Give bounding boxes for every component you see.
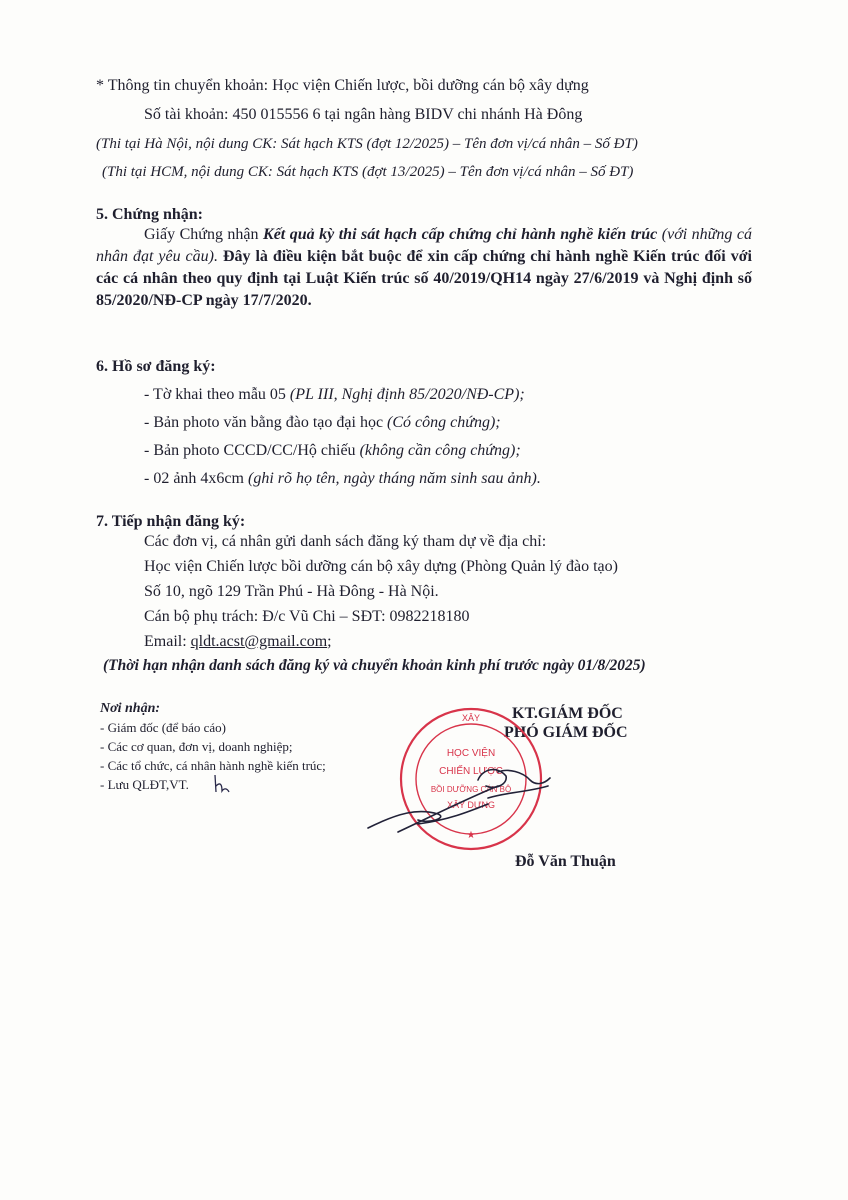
handwritten-signature xyxy=(358,728,558,848)
section5-paragraph xyxy=(96,224,752,312)
svg-text:CHIẾN LƯỢC: CHIẾN LƯỢC xyxy=(439,766,503,777)
section6-heading: 6. Hồ sơ đăng ký: xyxy=(96,358,216,375)
section7-heading: 7. Tiếp nhận đăng ký: xyxy=(96,513,246,530)
contact-email-line: Email: qldt.acst@gmail.com; xyxy=(144,633,332,650)
contact-person: Cán bộ phụ trách: Đ/c Vũ Chi – SĐT: 0982218180 xyxy=(144,608,470,625)
svg-text:XÂY DỰNG: XÂY DỰNG xyxy=(446,800,496,810)
registration-address: Số 10, ngõ 129 Trần Phú - Hà Đông - Hà Nội. xyxy=(144,583,439,600)
registration-instruction: Các đơn vị, cá nhân gửi danh sách đăng ký tham dự về địa chỉ: xyxy=(144,533,547,550)
section5-heading: 5. Chứng nhận: xyxy=(96,206,203,223)
document-item: - Bản photo văn bằng đào tạo đại học (Có công chứng); xyxy=(144,414,501,431)
document-item: - 02 ảnh 4x6cm (ghi rõ họ tên, ngày tháng năm sinh sau ảnh). xyxy=(144,470,541,487)
transfer-note-hanoi: (Thi tại Hà Nội, nội dung CK: Sát hạch KTS (đợt 12/2025) – Tên đơn vị/cá nhân – Số ĐT) xyxy=(96,136,638,152)
svg-text:XÂY: XÂY xyxy=(461,713,481,723)
signatory-title: KT.GIÁM ĐỐC xyxy=(512,705,623,722)
recipient-item: - Giám đốc (để báo cáo) xyxy=(100,720,226,735)
registration-deadline: (Thời hạn nhận danh sách đăng ký và chuyển khoản kinh phí trước ngày 01/8/2025) xyxy=(103,657,646,674)
certificate-requirement: Đây là điều kiện bắt buộc để xin cấp chứng chỉ hành nghề Kiến trúc đối với các cá nhân theo quy định tại Luật Kiến trúc số 40/2019/QH14 ngày 27/6/2019 và Nghị định số 85/2020/NĐ-CP ngày 17/7/2020. xyxy=(96,248,753,309)
recipient-item: - Lưu QLĐT,VT. xyxy=(100,777,189,792)
document-item: - Bản photo CCCD/CC/Hộ chiếu (không cần công chứng); xyxy=(144,442,521,459)
recipient-item: - Các tổ chức, cá nhân hành nghề kiến trúc; xyxy=(100,758,326,773)
svg-text:BỒI DƯỠNG CÁN BỘ: BỒI DƯỠNG CÁN BỘ xyxy=(430,785,512,794)
certificate-condition: (với những cá nhân đạt yêu cầu). xyxy=(96,226,753,265)
recipients-title: Nơi nhận: xyxy=(100,701,161,716)
transfer-note-hcm: (Thi tại HCM, nội dung CK: Sát hạch KTS (đợt 13/2025) – Tên đơn vị/cá nhân – Số ĐT) xyxy=(102,164,634,180)
certificate-name: Kết quả kỳ thi sát hạch cấp chứng chỉ hành nghề kiến trúc xyxy=(263,226,658,243)
signatory-position: PHÓ GIÁM ĐỐC xyxy=(504,724,628,741)
recipient-item: - Các cơ quan, đơn vị, doanh nghiệp; xyxy=(100,739,293,754)
certificate-intro: Giấy Chứng nhận xyxy=(144,226,264,243)
document-item: - Tờ khai theo mẫu 05 (PL III, Nghị định 85/2020/NĐ-CP); xyxy=(144,386,525,403)
svg-text:★: ★ xyxy=(466,830,476,841)
registration-office: Học viện Chiến lược bồi dưỡng cán bộ xây dựng (Phòng Quản lý đào tạo) xyxy=(144,558,618,575)
email-link[interactable]: qldt.acst@gmail.com xyxy=(190,633,328,650)
transfer-info-line: * Thông tin chuyển khoản: Học viện Chiến lược, bồi dưỡng cán bộ xây dựng xyxy=(96,77,589,94)
svg-text:HỌC VIỆN: HỌC VIỆN xyxy=(446,748,496,759)
account-number-line: Số tài khoản: 450 015556 6 tại ngân hàng BIDV chi nhánh Hà Đông xyxy=(144,106,583,123)
signatory-name: Đỗ Văn Thuận xyxy=(515,853,616,870)
initial-mark xyxy=(212,772,234,796)
